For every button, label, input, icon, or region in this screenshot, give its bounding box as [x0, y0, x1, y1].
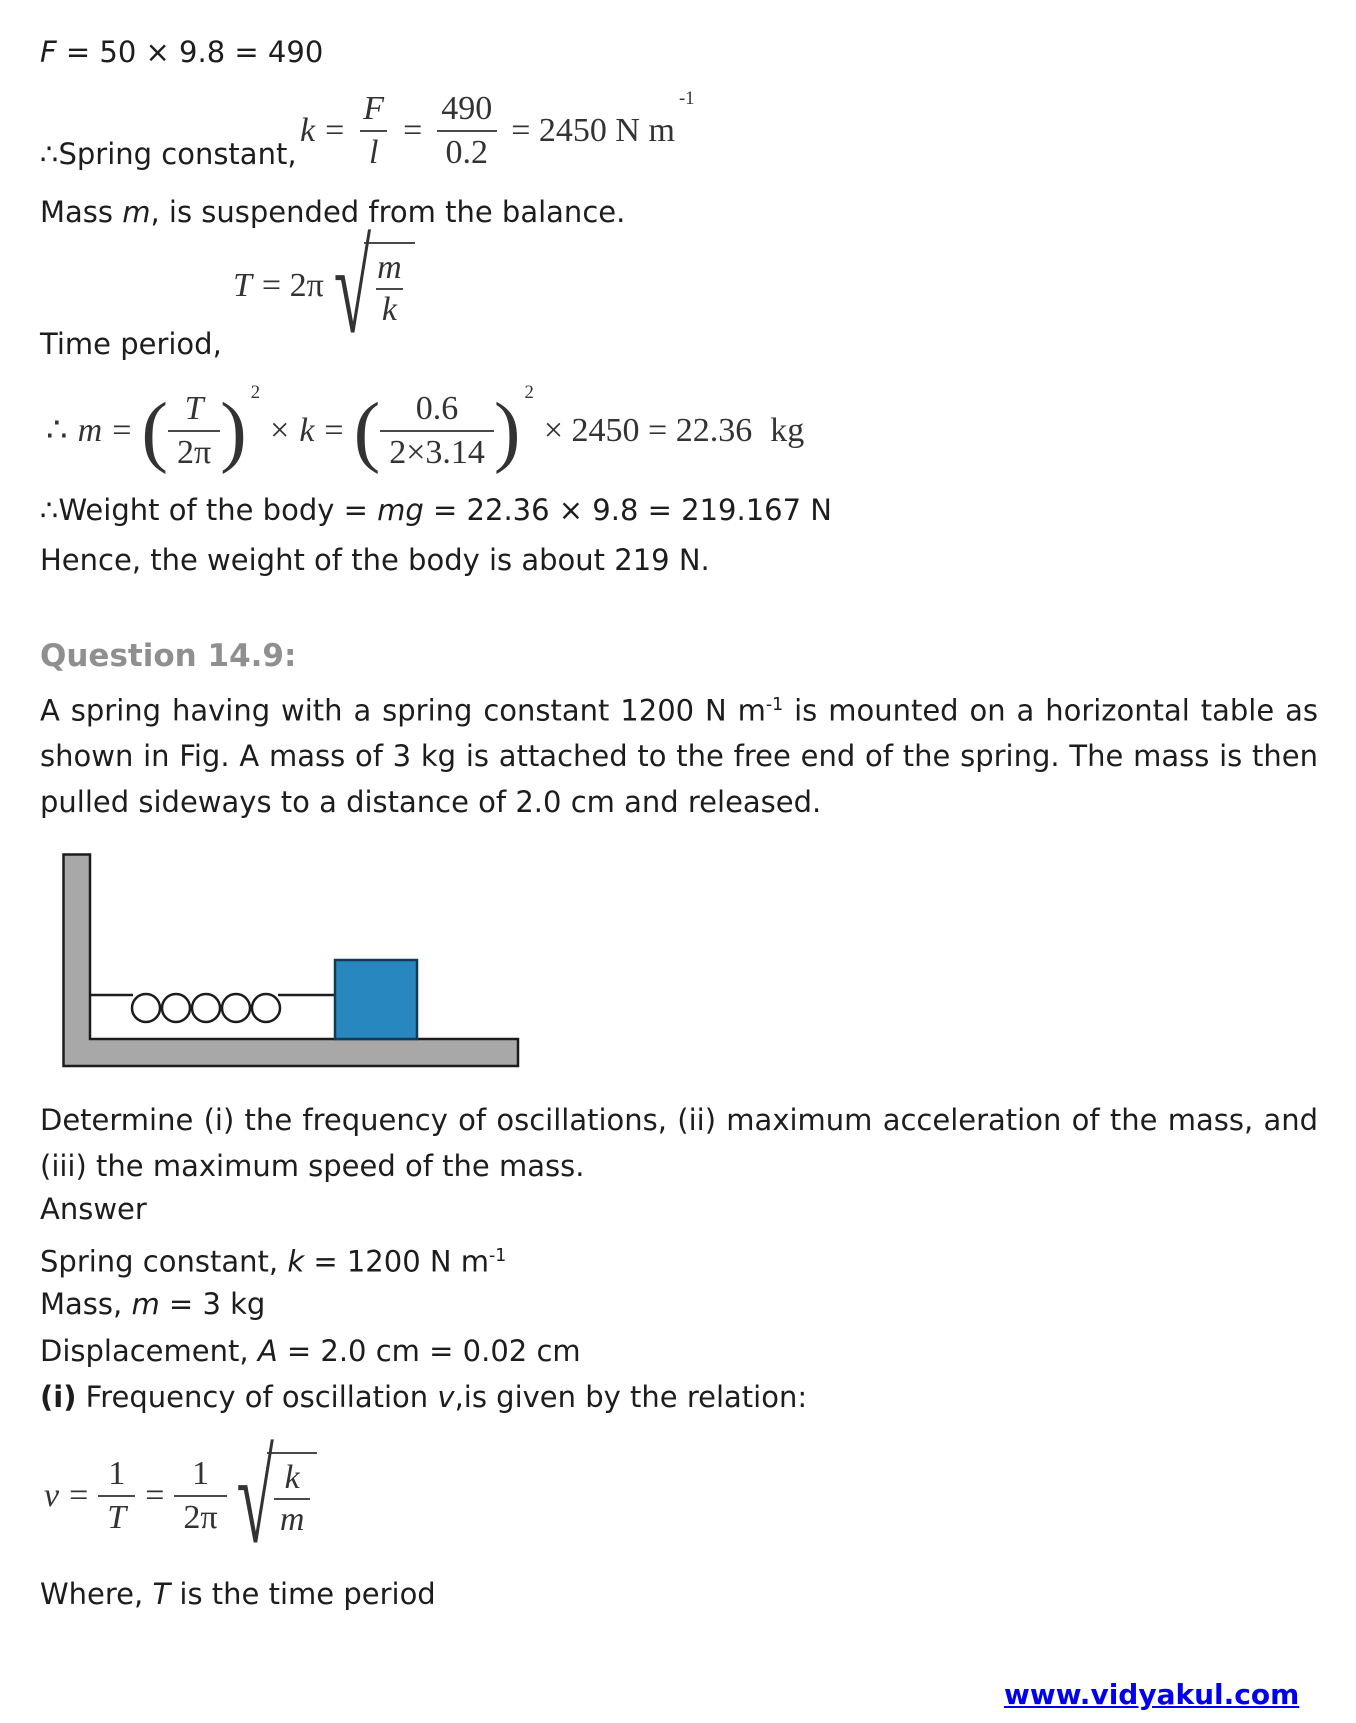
math-rel: = — [112, 412, 132, 449]
text-run: Question 14.9: — [40, 638, 297, 674]
figure-spring-mass-diagram — [62, 853, 520, 1068]
spring-constant-equation — [300, 88, 695, 174]
unit: kg — [770, 412, 805, 449]
weight-result-line — [40, 492, 832, 528]
math-var: m — [131, 1287, 160, 1321]
displacement-value-line — [40, 1333, 581, 1369]
text-run: Spring constant, — [40, 1244, 288, 1279]
text-run: = 22.36 × 9.8 = 219.167 N — [423, 493, 832, 527]
question-heading — [40, 638, 296, 674]
text-run: = 3 kg — [159, 1287, 266, 1321]
mass-block — [335, 960, 417, 1039]
spring-coil — [162, 994, 190, 1022]
denominator: 2π — [168, 430, 220, 474]
math-rel: = — [145, 1477, 165, 1514]
wall-and-table-base — [64, 855, 519, 1067]
text-run: = 1200 N m — [304, 1244, 490, 1279]
math-var: v — [44, 1477, 60, 1514]
numerator: m — [377, 249, 402, 286]
mass-result-equation — [46, 382, 805, 475]
math-var: T — [233, 267, 252, 304]
text-run: Displacement, — [40, 1334, 258, 1368]
text-run: Time period, — [40, 327, 222, 361]
numerator: 1 — [108, 1455, 126, 1492]
denominator: 2×3.14 — [380, 430, 494, 474]
denominator: m — [274, 1498, 311, 1540]
math-var: k — [299, 412, 315, 449]
denominator: 0.2 — [437, 130, 498, 174]
math-rel: = — [324, 412, 344, 449]
radicand — [267, 1452, 318, 1540]
text-run: A spring having with a spring constant 1200 N m — [40, 693, 766, 728]
math-var: T — [152, 1577, 171, 1611]
math-var: mg — [377, 493, 424, 527]
text-run: = 50 × 9.8 = 490 — [56, 35, 324, 69]
text-run: is the time period — [170, 1577, 436, 1611]
superscript: 2 — [250, 382, 261, 403]
numerator: k — [284, 1459, 300, 1496]
denominator: k — [376, 288, 403, 330]
text-run: Mass — [40, 195, 123, 229]
math-var: m — [122, 195, 151, 229]
therefore-symbol: ∴ — [46, 412, 68, 449]
numerator: F — [363, 90, 385, 127]
square-root: √ $\frac{m}{k}$ — [334, 242, 415, 330]
text-run: Frequency of oscillation — [76, 1380, 438, 1414]
radicand — [364, 242, 415, 330]
text-run: = 2.0 cm = 0.02 cm — [277, 1334, 581, 1368]
fraction — [274, 1458, 311, 1540]
text-run: Where, — [40, 1577, 153, 1611]
fraction — [371, 248, 408, 330]
text-run: , is suspended from the balance. — [150, 195, 626, 229]
fraction — [98, 1453, 135, 1539]
square-root: √ $\frac{k}{m}$ — [237, 1452, 318, 1540]
time-period-label — [40, 326, 222, 362]
superscript: 2 — [524, 382, 534, 403]
math-rel: = 2π — [261, 267, 324, 304]
denominator: T — [98, 1495, 135, 1539]
text-run: Answer — [40, 1192, 147, 1226]
fraction — [168, 388, 220, 474]
text-run: ∴Spring constant, — [40, 137, 297, 171]
denominator: l — [360, 130, 387, 174]
frequency-equation — [44, 1425, 317, 1571]
item-marker: (i) — [40, 1380, 77, 1414]
math-var: m — [77, 412, 103, 449]
force-equation-line — [40, 34, 323, 70]
spring-constant-label — [40, 136, 297, 172]
denominator: 2π — [174, 1495, 226, 1539]
superscript: -1 — [678, 88, 695, 109]
text-run: is mounted on a horizontal table as shown in Fig. A mass of 3 kg is attached to the free end of the spring. The mass is then pulled sideways to a distance of 2.0 cm and released. — [40, 693, 1318, 819]
spring-coil — [132, 994, 160, 1022]
math-var: F — [40, 35, 57, 69]
text-run: ,is given by the relation: — [454, 1380, 808, 1414]
numerator: T — [184, 390, 204, 427]
vidyakul-footer-link[interactable]: www.vidyakul.com — [1004, 1678, 1300, 1711]
frequency-relation-line — [40, 1379, 807, 1415]
hence-line — [40, 542, 710, 578]
math-result: × 2450 = 22.36 — [543, 412, 753, 449]
spring-constant-value-line — [40, 1238, 506, 1280]
math-rel: = — [69, 1477, 89, 1514]
superscript: -1 — [489, 1246, 507, 1266]
math-rel: = — [325, 112, 345, 149]
where-line — [40, 1576, 436, 1612]
math-operator: × — [270, 412, 290, 449]
paren-group: ( $\frac{T}{2\pi}$ ) — [141, 387, 247, 475]
spring-coil — [192, 994, 220, 1022]
math-result: = 2450 N m — [511, 112, 675, 149]
mass-value-line — [40, 1286, 265, 1322]
numerator: 1 — [191, 1455, 209, 1492]
fraction — [354, 88, 393, 174]
text-run: ∴Weight of the body = — [40, 493, 378, 527]
paren-group: ( $\frac{0.6}{2\times 3.14}$ ) — [353, 387, 521, 475]
superscript: -1 — [765, 695, 784, 715]
math-var: k — [287, 1244, 305, 1279]
answer-label — [40, 1191, 147, 1227]
text-run: Determine (i) the frequency of oscillations, (ii) maximum acceleration of the mass, and (iii) the maximum speed of the mass. — [40, 1103, 1318, 1183]
math-var: k — [300, 112, 316, 149]
fraction — [432, 88, 501, 174]
fraction — [174, 1453, 226, 1539]
numerator: 490 — [441, 90, 493, 127]
numerator: 0.6 — [415, 390, 459, 427]
time-period-equation — [233, 215, 415, 361]
text-run: Hence, the weight of the body is about 219 N. — [40, 543, 710, 577]
mass-suspended-line — [40, 194, 625, 230]
text-run: Mass, — [40, 1287, 132, 1321]
spring-coil — [222, 994, 250, 1022]
math-rel: = — [403, 112, 423, 149]
fraction — [380, 388, 494, 474]
determine-paragraph — [40, 1098, 1318, 1189]
math-var: A — [257, 1334, 278, 1368]
question-paragraph — [40, 683, 1318, 825]
spring-coil — [252, 994, 280, 1022]
math-var: v — [437, 1380, 455, 1414]
